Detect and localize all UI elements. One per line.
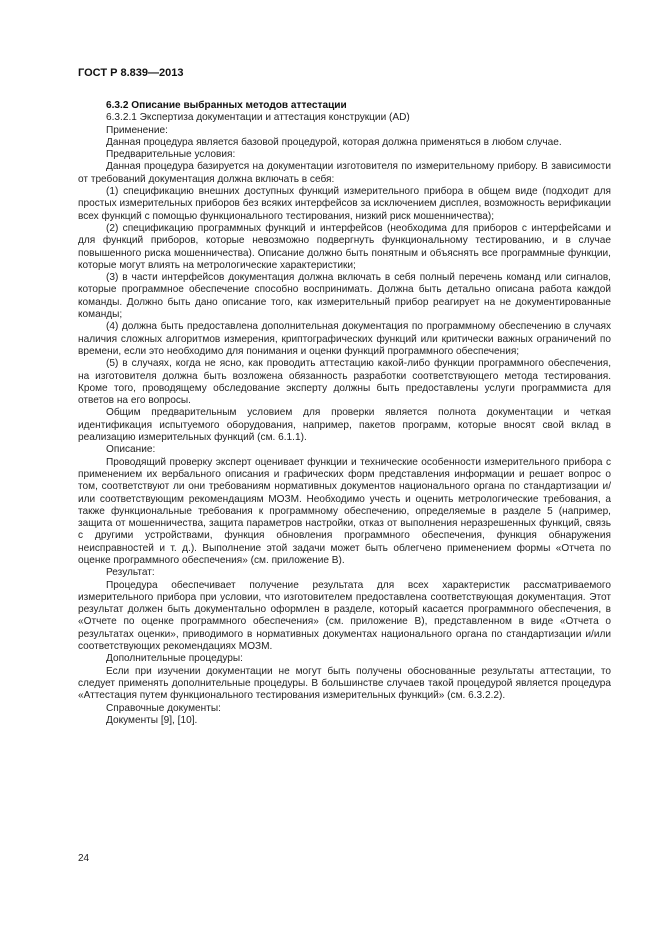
references-text: Документы [9], [10]. — [106, 714, 198, 726]
subsection-heading: 6.3.2.1 Экспертиза документации и аттестация конструкции (AD) — [106, 112, 410, 124]
document-body — [78, 100, 611, 727]
list-item-2: (2) спецификацию программных функций и интерфейсов (необходима для приборов с интерфейсами и для функций приборов, которые невозможно подвергнуть функциональному тестированию, и в случае повышенного риска мошенничества). Описание должно быть понятным и объяснять все программные функции, которые могут влиять на метрологические характеристики; — [78, 222, 611, 271]
label-result: Результат: — [106, 567, 155, 579]
label-additional-procedures: Дополнительные процедуры: — [106, 653, 243, 665]
label-application: Применение: — [106, 124, 168, 136]
paragraph: Данная процедура является базовой процедурой, которая должна применяться в любом случае. — [106, 136, 562, 148]
paragraph: Общим предварительным условием для проверки является полнота документации и четкая идентификация испытуемого оборудования, например, пакетов программ, которые вносят свой вклад в реализацию измерительных функций (см. 6.1.1). — [78, 407, 611, 444]
list-item-5: (5) в случаях, когда не ясно, как проводить аттестацию какой-либо функции программного обеспечения, на изготовителя должна быть возложена обязанность разработки соответствующего метода тестирования. Кроме того, проводящему обследование эксперту должны быть предоставлены услуги программиста для ответов на его вопросы. — [78, 358, 611, 407]
section-heading: 6.3.2 Описание выбранных методов аттестации — [106, 100, 347, 111]
list-item-3: (3) в части интерфейсов документация должна включать в себя полный перечень команд или сигналов, которые программное обеспечение способно воспринимать. Должна быть детально описана работа каждой команды. Должно быть дано описание того, как измерительный прибор реагирует на не документированные команды; — [78, 272, 611, 321]
paragraph: Если при изучении документации не могут быть получены обоснованные результаты аттестации, то следует применять дополнительные процедуры. В большинстве случаев такой процедурой является процедура «Аттестация путем функционального тестирования измерительных функций» (см. 6.3.2.2). — [78, 665, 611, 702]
label-description: Описание: — [106, 444, 156, 456]
paragraph: Данная процедура базируется на документации изготовителя по измерительному прибору. В зависимости от требований документация должна включать в себя: — [78, 161, 611, 185]
page-number: 24 — [78, 853, 90, 864]
label-preconditions: Предварительные условия: — [106, 149, 236, 161]
paragraph: Проводящий проверку эксперт оценивает функции и технические особенности измерительного прибора с применением их вербального описания и графических форм представления информации и решает вопрос о том, соответствуют ли они требованиям нормативных документов национального органа по стандартизации и/или соответствующим рекомендациям МОЗМ. Необходимо учесть и оценить метрологические требования, а также функциональные требования к программному обеспечению, определяемые в разделе 5 (например, защита от мошенничества, защита параметров настройки, отказ от выполнения неразрешенных функций, связь с другими устройствами, функция обновления программного обеспечения, функция обнаружения неисправностей и т. д.). Выполнение этой задачи может быть облегчено применением формы «Отчета по оценке программного обеспечения» (см. приложение В). — [78, 456, 611, 566]
document-header: ГОСТ Р 8.839—2013 — [78, 67, 184, 79]
list-item-4: (4) должна быть предоставлена дополнительная документация по программному обеспечению в случаях наличия сложных алгоритмов измерения, криптографических функций или критически важных ограничений по времени, если это необходимо для понимания и оценки функций программного обеспечения; — [78, 321, 611, 357]
list-item-1: (1) спецификацию внешних доступных функций измерительного прибора в общем виде (подходит для простых измерительных приборов без всяких интерфейсов за исключением дисплея, возможность верификации всех функций с помощью функционального тестирования, низкий риск мошенничества); — [78, 186, 611, 222]
paragraph: Процедура обеспечивает получение результата для всех характеристик рассматриваемого измерительного прибора при условии, что изготовителем предоставлена соответствующая документация. Этот результат должен быть документально оформлен в разделе, который касается программного обеспечения, в «Отчете по оценке программного обеспечения» (см. приложение В), представленном в виде «Отчета о результатах оценки», приводимого в нормативных документах национального органа по стандартизации и/или соответствующих рекомендациях МОЗМ. — [78, 579, 611, 653]
label-references: Справочные документы: — [106, 702, 221, 714]
